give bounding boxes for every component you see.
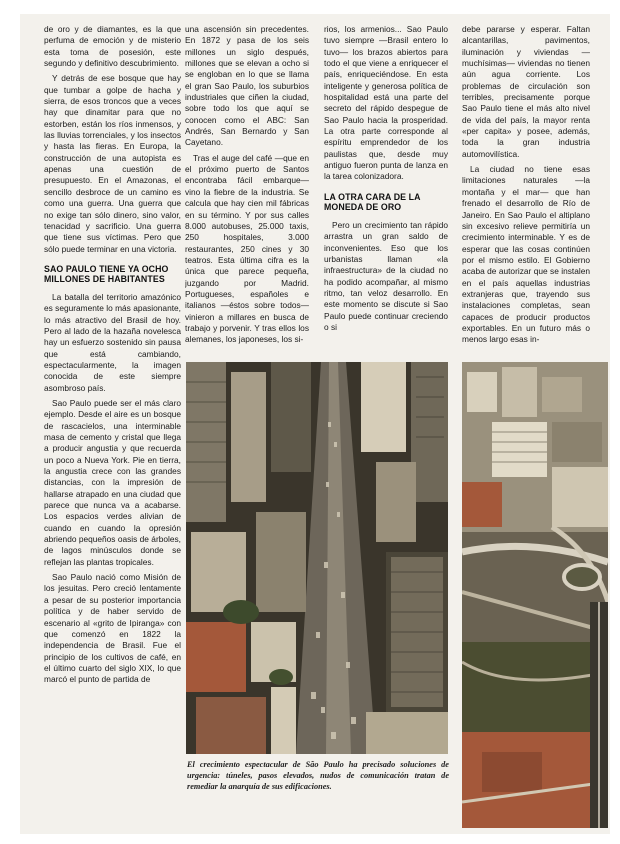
aerial-photo-downtown-image [186, 362, 448, 754]
aerial-photo-interchange-image [462, 362, 608, 828]
article-column-4 [462, 24, 590, 360]
article-column-1 [44, 24, 181, 820]
aerial-photo-interchange [462, 362, 608, 828]
paragraph: La batalla del territorio amazónico es seguramente lo más apasionante, lo más atractivo del Brasil de hoy. Pero al lado de la hazaña novelesca hay un esfuerzo sostenido sin pausa que está cambiando, espectacularmente, la imagen conocida de este siempre asombroso país. [44, 291, 181, 393]
paragraph: La ciudad no tiene esas limitaciones naturales —la montaña y el mar— que han frenado el desarrollo de Río de Janeiro. En Sao Paulo el altiplano sin excesivo relieve permitiría un crecimiento interminable. Y es de esperar que las cosas continúen por el mismo estilo. El Gobierno acaba de autorizar que se instalen en el país aquellas industrias extranjeras que, trayendo sus instalaciones completas, sean capaces de producir productos exportables. En un futuro más o menos largo esas in- [462, 164, 590, 345]
aerial-photo-downtown [186, 362, 448, 754]
photo-caption: El crecimiento espectacular de São Paulo ha precisado soluciones de urgencia: túneles, pasos elevados, nudos de comunicación tratan de remediar la anarquía de sus edificaciones. [187, 760, 449, 791]
paragraph: Sao Paulo puede ser el más claro ejemplo. Desde el aire es un bosque de rascacielos, una interminable masa de cemento y cristal que llega a producir angustia y que recuerda un poco a Nueva York. Pie en tierra, la angustia crece con las grandes distancias, con la impresión de hallarse atrapado en una ciudad que parece que nunca va a acabarse. Los espacios verdes alivian de cuando en cuando la opresión abriendo pequeños oasis de árboles, de lagos minúsculos donde se reflejan las plantas tropicales. [44, 397, 181, 567]
paragraph: Tras el auge del café —que en el próximo puerto de Santos encontraba fácil embarque— vino la fiebre de la industria. Se calcula que hay cien mil fábricas en su término. Y por sus calles 8.000 autobuses, 25.000 taxis, 250 hospitales, 3.000 restaurantes, 250 cines y 30 teatros. Esta última cifra es la única que parece pequeña, juzgando por Madrid. Portugueses, españoles e italianos —éstos sobre todos— vinieron a millares en busca de trabajo y porvenir. Y tras ellos los alemanes, los japoneses, los si- [185, 152, 309, 345]
paragraph: de oro y de diamantes, es la que perfuma de emoción y de misterio esta toma de posesión, este segundo y definitivo descubrimiento. [44, 24, 181, 69]
section-heading: SAO PAULO TIENE YA OCHO MILLONES DE HABITANTES [44, 263, 169, 285]
paragraph: una ascensión sin precedentes. En 1872 y pasa de los seis millones un siglo después, millones que se elevan a ocho si se engloban en lo que se llama el gran Sao Paulo, los suburbios industriales que ciñen la ciudad, sobre todo los que aquí se conocen como el ABC: San Andrés, San Bernardo y San Cayetano. [185, 24, 309, 148]
paragraph: rios, los armenios... Sao Paulo tuvo siempre —Brasil entero lo tuvo— los brazos abiertos para todo el que viene a enriquecer el país, enriqueciéndose. En esta inteligente y generosa política de hospitalidad está una parte del secreto del rápido despegue de Sao Paulo hacia la prosperidad. La otra parte corresponde al espíritu emprendedor de los paulistas que, desde muy antiguo fueron punta de lanza en la tarea colonizadora. [324, 24, 448, 182]
section-heading: LA OTRA CARA DE LA MONEDA DE ORO [324, 191, 421, 213]
article-column-3 [324, 24, 448, 360]
paragraph: Y detrás de ese bosque que hay que tumbar a golpe de hacha y sierra, de esos troncos que a veces hay que dinamitar para que no estorben, están los ríos inmensos, y las lluvias torrenciales, y los insectos y hasta las fieras. En Europa, la construcción de una autopista es apenas una cuestión de presupuesto. En el Amazonas, el sencillo desbroce de un camino es como una guerra. Una guerra que no exige tan sólo dinero, sino valor, tenacidad y sacrificio. Una guerra que tiene sus víctimas. Pero que sólo puede terminar en una victoria. [44, 73, 181, 254]
magazine-page [20, 14, 610, 834]
article-column-2 [185, 24, 309, 360]
paragraph: Pero un crecimiento tan rápido arrastra un gran saldo de inconvenientes. Eso que los urbanistas llaman «la infraestructura» de la ciudad no ha podido acompañar, al mismo ritmo, tan veloz desarrollo. En este momento se discute si Sao Paulo puede continuar creciendo o si [324, 219, 448, 332]
paragraph: Sao Paulo nació como Misión de los jesuitas. Pero creció lentamente a pesar de su posterior importancia política y de haber servido de escenario al «grito de Ipiranga» con que comenzó en 1822 la independencia de Brasil. Fue el principio de los cultivos de café, en el último cuarto del siglo XIX, lo que marcó el punto de partida de [44, 572, 181, 685]
paragraph: debe pararse y esperar. Faltan alcantarillas, pavimentos, iluminación y viviendas —muchísimas— viviendas no tienen aún agua corriente. Los problemas de circulación son terribles, precisamente porque Sao Paulo tiene el más alto nivel de vida del país, la mayor renta «per capita» y posee, además, toda la gran industria automovilística. [462, 24, 590, 159]
